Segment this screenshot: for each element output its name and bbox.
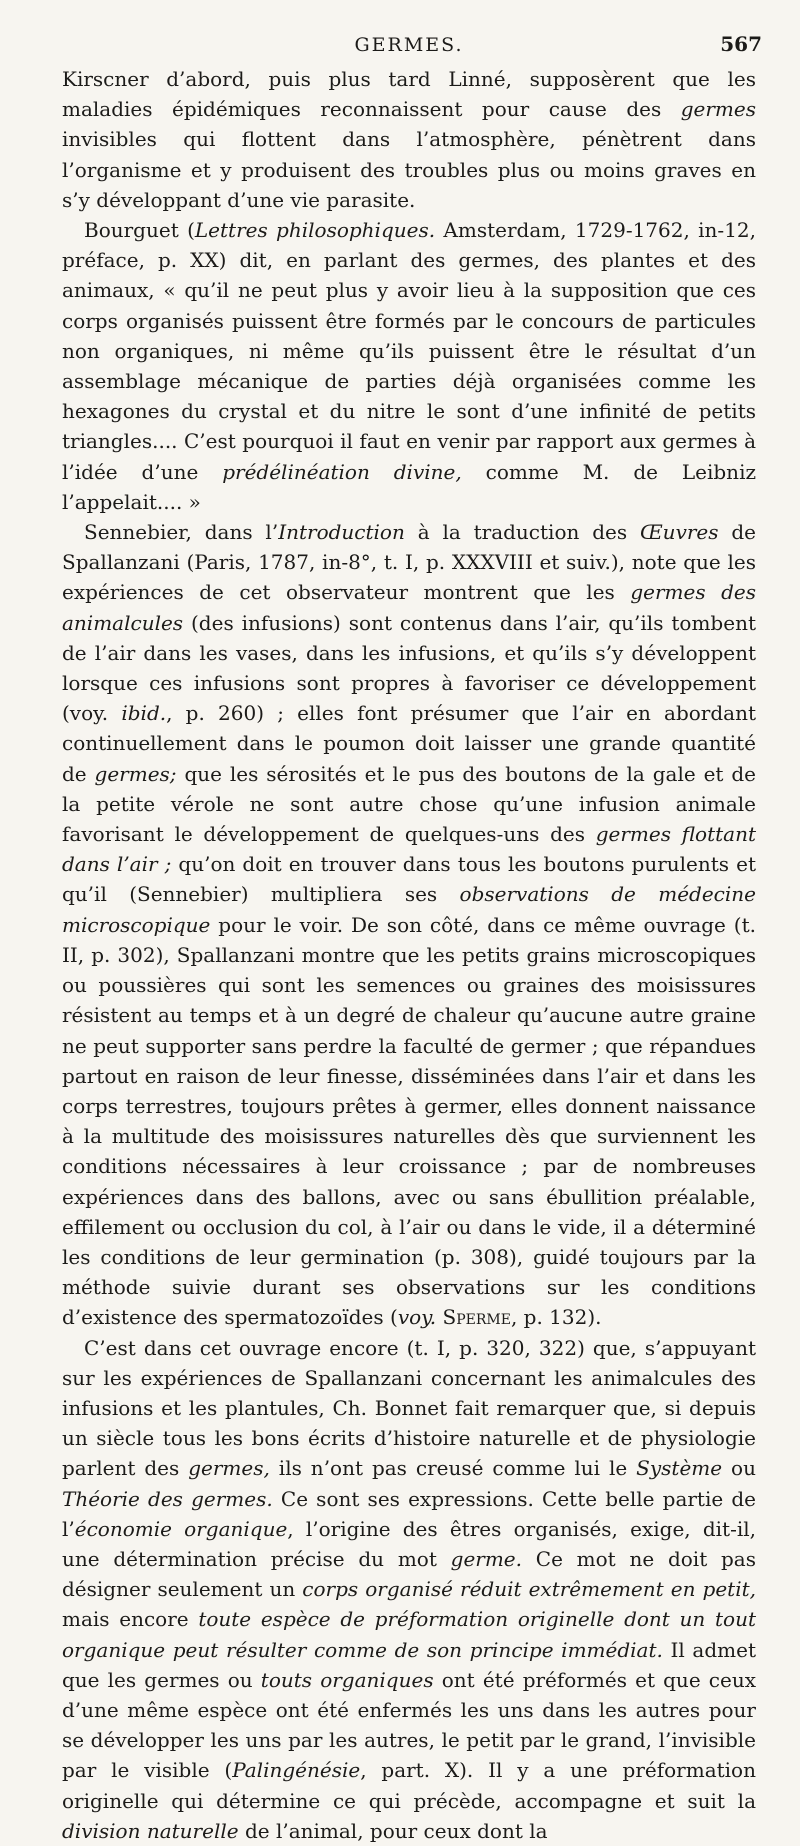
text-run: Ce sont ses expressions. Cette belle partie de l’	[62, 1486, 756, 1541]
italic-text: division naturelle	[62, 1818, 239, 1843]
italic-text: Palingénésie	[232, 1758, 361, 1783]
text-run: pour le voir. De son côté, dans ce même ouvrage (t. II, p. 302), Spallanzani montre que les petits grains microscopiques ou poussières qui sont les semences ou graines des moisissures résistent au temps et à un degré de chaleur qu’aucune autre graine ne peut supporter sans perdre la faculté de germer ; que répandues partout en raison de leur finesse, disséminées dans l’air et dans les corps terrestres, toujours prêtes à germer, elles donnent naissance à la multitude des moisissures naturelles dès que surviennent les conditions nécessaires à leur croissance ; par de nombreuses expériences dans des ballons, avec ou sans ébullition préalable, effilement ou occlusion du col, à l’air ou dans le vide, il a déterminé les conditions de leur germination (p. 308), guidé toujours par la méthode suivie durant ses observations sur les conditions d’existence des spermatozoïdes (	[62, 912, 756, 1330]
italic-text: voy.	[397, 1305, 437, 1330]
text-run: ont été préformés et que ceux d’une même espèce ont été enfermés les uns dans les autres pour se développer les uns par les autres, le petit par le grand, l’invisible par le visible (	[62, 1667, 756, 1783]
italic-text: prédélinéation divine,	[222, 459, 462, 484]
italic-text: Système	[636, 1456, 723, 1481]
italic-text: observations de médecine microscopique	[62, 882, 756, 937]
italic-text: germes,	[188, 1456, 270, 1481]
italic-text: germe.	[450, 1546, 522, 1571]
text-run: Ce mot ne doit pas désigner seulement un	[62, 1546, 756, 1602]
italic-text: Théorie des germes.	[62, 1486, 273, 1511]
italic-text: économie organique	[74, 1516, 288, 1541]
text-run: , part. X). Il y a une préformation originelle qui détermine ce qui précède, accompagne et suit la	[62, 1758, 756, 1813]
text-run: qu’on doit en trouver dans tous les boutons purulents et qu’il (Sennebier) multipliera ses	[62, 852, 756, 907]
italic-text: germes;	[94, 761, 177, 786]
text-run: C’est dans cet ouvrage encore (t. I, p. 320, 322) que, s’appuyant sur les expériences de Spallanzani concernant les animalcules des infusions et les plantules, Ch. Bonnet fait remarquer que, si depuis un siècle tous les bons écrits d’histoire naturelle et de physiologie parlent des	[62, 1335, 756, 1481]
text-run: , l’origine des êtres organisés, exige, dit-il, une détermination précise du mot	[62, 1516, 756, 1571]
paragraph-p1	[62, 64, 756, 215]
italic-text: corps organisé réduit extrêmement en petit,	[302, 1577, 756, 1602]
italic-text: germes flottant dans l’air ;	[62, 822, 757, 877]
italic-text: germes des animalcules	[62, 580, 756, 635]
text-run: ils n’ont pas creusé comme lui le	[269, 1456, 637, 1481]
text-run: Amsterdam, 1729-1762, in-12, préface, p. XX) dit, en parlant des germes, des plantes et des animaux, « qu’il ne peut plus y avoir lieu à la supposition que ces corps organisés puissent être formés par le concours de particules non organiques, ni même qu’ils puissent être le résultat d’un assemblage mécanique de parties déjà organisées comme les hexagones du crystal et du nitre le sont d’une infinité de petits triangles.... C’est pourquoi il faut en venir par rapport aux germes à l’idée d’une	[62, 218, 756, 484]
italic-text: ibid.	[121, 701, 167, 726]
italic-text: Introduction	[278, 520, 405, 545]
page-body	[62, 64, 756, 1846]
text-run: Sennebier, dans l’	[84, 520, 279, 545]
page-header	[62, 28, 762, 64]
text-run: invisibles qui flottent dans l’atmosphère, pénètrent dans l’organisme et y produisent des troubles plus ou moins graves en s’y développant d’une vie parasite.	[62, 127, 756, 212]
text-run: (des infusions) sont contenus dans l’air, qu’ils tombent de l’air dans les vases, dans les infusions, et qu’ils s’y développent lorsque ces infusions sont propres à favoriser ce développement (voy.	[62, 610, 756, 726]
page-number: 567	[720, 32, 762, 56]
text-run: comme M. de Leibniz l’appelait.... »	[62, 459, 757, 514]
italic-text: Lettres philosophiques.	[194, 218, 436, 243]
text-run: ou	[722, 1456, 756, 1481]
text-run: de Spallanzani (Paris, 1787, in-8°, t. I, p. XXXVIII et suiv.), note que les expériences de cet observateur montrent que les	[62, 520, 757, 605]
italic-text: touts organiques	[260, 1667, 434, 1692]
text-run: , p. 132).	[510, 1305, 602, 1330]
text-run: mais encore	[62, 1607, 199, 1632]
text-run: que les sérosités et le pus des boutons de la gale et de la petite vérole ne sont autre chose qu’une infusion animale favorisant le développement de quelques-uns des	[62, 761, 756, 847]
text-run: de l’animal, pour ceux dont la	[238, 1818, 548, 1843]
italic-text: germes	[680, 97, 756, 122]
italic-text: toute espèce de préformation originelle dont un tout organique peut résulter comme de son principe immédiat.	[62, 1607, 756, 1662]
paragraph-p3	[62, 517, 756, 1332]
small-caps-text: Sperme	[442, 1305, 511, 1330]
text-run: à la traduction des	[404, 520, 640, 545]
text-run: Il admet que les germes ou	[62, 1637, 756, 1692]
text-run: , p. 260) ; elles font présumer que l’air en abordant continuellement dans le poumon doit laisser une grande quantité de	[62, 701, 756, 786]
paragraph-p2	[62, 215, 756, 517]
paragraph-p4	[62, 1333, 756, 1846]
running-title: GERMES.	[354, 34, 464, 56]
text-run: Bourguet (	[84, 218, 195, 243]
text-run: Kirscner d’abord, puis plus tard Linné, supposèrent que les maladies épidémiques reconnaissent pour cause des	[62, 67, 756, 122]
italic-text: Œuvres	[639, 520, 719, 545]
